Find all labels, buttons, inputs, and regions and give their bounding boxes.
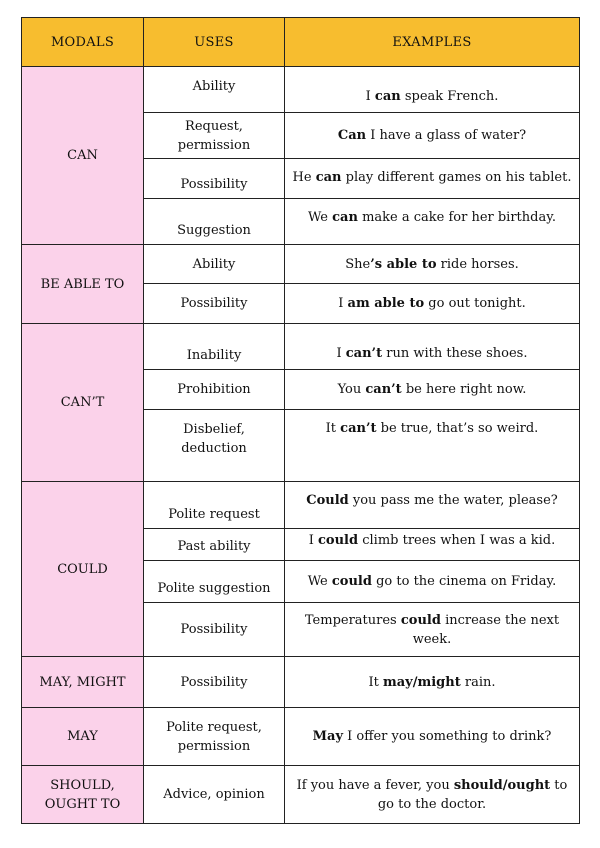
modal-may-might: MAY, MIGHT	[22, 657, 144, 708]
table-row	[22, 67, 580, 113]
example-cell: She’s able to ride horses.	[285, 245, 580, 284]
example-cell: I can’t run with these shoes.	[285, 324, 580, 370]
use-cell: Ability	[144, 245, 285, 284]
use-cell: Possibility	[144, 284, 285, 324]
use-cell: Polite request	[144, 482, 285, 529]
modal-can: CAN	[22, 67, 144, 245]
use-cell: Past ability	[144, 529, 285, 561]
use-cell: Ability	[144, 67, 285, 113]
use-cell: Possibility	[144, 657, 285, 708]
example-cell: It may/might rain.	[285, 657, 580, 708]
example-cell: If you have a fever, you should/ought to go to the doctor.	[285, 766, 580, 824]
example-cell: Could you pass me the water, please?	[285, 482, 580, 529]
table-row	[22, 324, 580, 370]
modal-cant: CAN’T	[22, 324, 144, 482]
table-row	[22, 708, 580, 766]
modal-should: SHOULD, OUGHT TO	[22, 766, 144, 824]
use-cell: Prohibition	[144, 370, 285, 410]
example-cell: May I offer you something to drink?	[285, 708, 580, 766]
table-row	[22, 482, 580, 529]
use-cell: Possibility	[144, 603, 285, 657]
header-examples: EXAMPLES	[285, 18, 580, 67]
example-cell: He can play different games on his tablet.	[285, 159, 580, 199]
modal-be-able-to: BE ABLE TO	[22, 245, 144, 324]
use-cell: Possibility	[144, 159, 285, 199]
use-cell: Advice, opinion	[144, 766, 285, 824]
header-row	[22, 18, 580, 67]
table-row	[22, 766, 580, 824]
use-cell: Suggestion	[144, 199, 285, 245]
use-cell: Polite suggestion	[144, 561, 285, 603]
table-row	[22, 657, 580, 708]
example-cell: You can’t be here right now.	[285, 370, 580, 410]
header-modals: MODALS	[22, 18, 144, 67]
example-cell: I can speak French.	[285, 67, 580, 113]
example-cell: We can make a cake for her birthday.	[285, 199, 580, 245]
use-cell: Inability	[144, 324, 285, 370]
use-cell: Polite request, permission	[144, 708, 285, 766]
example-cell: Temperatures could increase the next week.	[285, 603, 580, 657]
example-cell: We could go to the cinema on Friday.	[285, 561, 580, 603]
modals-table	[21, 17, 580, 824]
table-row	[22, 245, 580, 284]
example-cell: It can’t be true, that’s so weird.	[285, 410, 580, 482]
modal-could: COULD	[22, 482, 144, 657]
use-cell: Disbelief, deduction	[144, 410, 285, 482]
header-uses: USES	[144, 18, 285, 67]
use-cell: Request, permission	[144, 113, 285, 159]
modal-may: MAY	[22, 708, 144, 766]
example-cell: I could climb trees when I was a kid.	[285, 529, 580, 561]
example-cell: Can I have a glass of water?	[285, 113, 580, 159]
example-cell: I am able to go out tonight.	[285, 284, 580, 324]
